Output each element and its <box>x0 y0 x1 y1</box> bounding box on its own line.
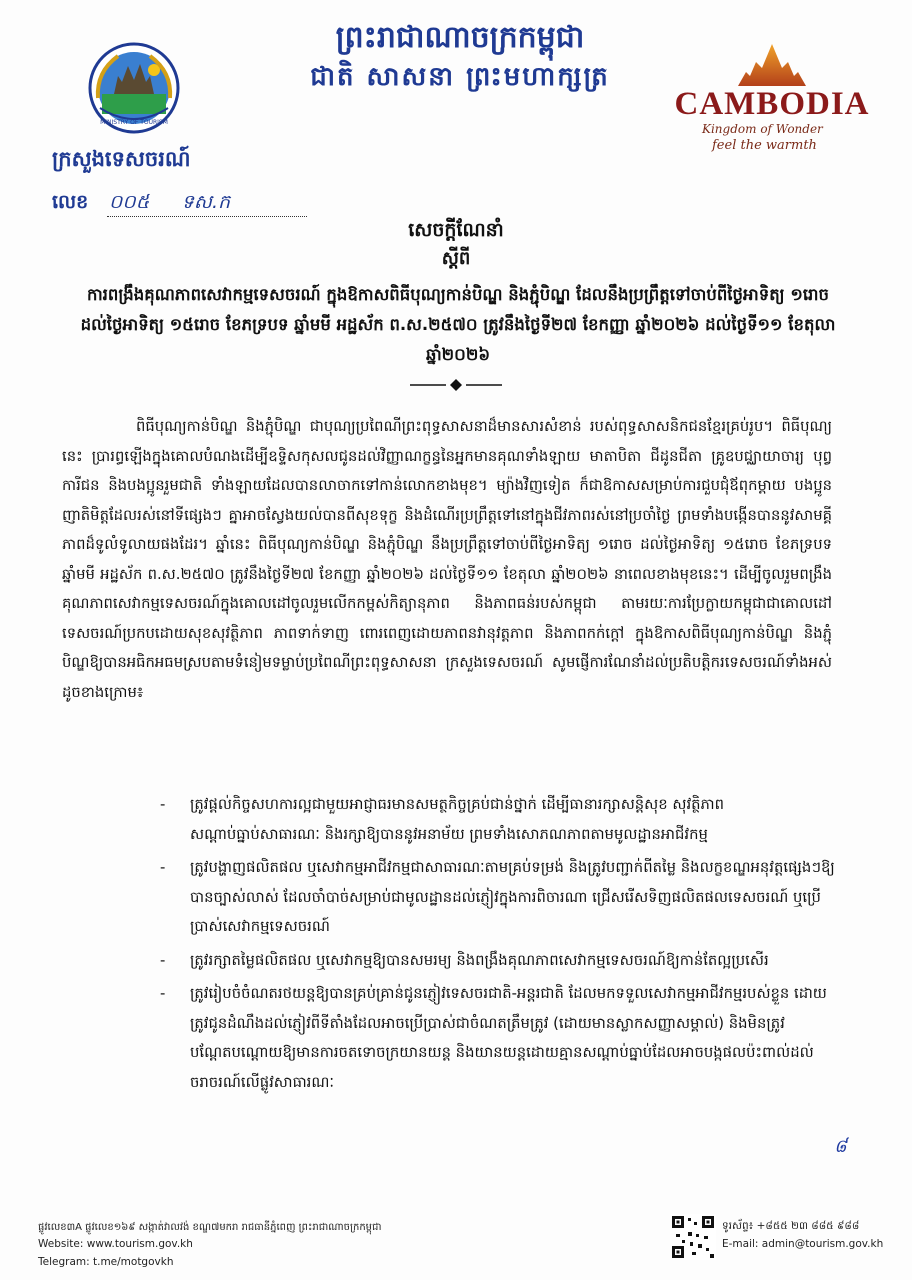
directive-text: ត្រូវបង្ហាញផលិតផល ឬសេវាកម្មអាជីវកម្មជាសាធារណៈតាមគ្រប់ទម្រង់ និងត្រូវបញ្ជាក់ពីតម្លៃ និងលក្ខខណ្ឌអនុវត្តផ្សេងៗឱ្យបានច្បាស់លាស់ ដែលចាំបាច់សម្រាប់ជាមូលដ្ឋានដល់ភ្ញៀវក្នុងការពិចារណា ជ្រើសរើសទិញផលិតផលទេសចរណ៍ ឬប្រើប្រាស់សេវាកម្មទេសចរណ៍ <box>190 859 835 935</box>
list-dash: - <box>160 951 166 969</box>
document-number-label: លេខ <box>52 191 89 213</box>
national-motto: ជាតិ សាសនា ព្រះមហាក្សត្រ <box>310 62 610 92</box>
document-number <box>52 190 230 218</box>
list-dash: - <box>160 985 166 1002</box>
directives-list <box>160 790 840 1101</box>
list-item <box>160 979 840 1097</box>
list-dash: - <box>160 796 166 813</box>
brand-name: CAMBODIA <box>674 86 870 122</box>
svg-text:MINISTRY OF TOURISM: MINISTRY OF TOURISM <box>100 119 168 126</box>
notice-about: ស្តីពី <box>441 248 471 269</box>
document-number-value: ០០៥ <box>108 191 150 213</box>
notice-title: សេចក្តីណែនាំ <box>408 219 504 241</box>
intro-paragraph: ពិធីបុណ្យកាន់បិណ្ឌ និងភ្ជុំបិណ្ឌ ជាបុណ្យប្រពៃណីព្រះពុទ្ធសាសនាដ៏មានសារសំខាន់ របស់ពុទ្ធសាសនិកជនខ្មែរគ្រប់រូប។ ពិធីបុណ្យនេះ ប្រារព្ធឡើងក្នុងគោលបំណងដើម្បីឧទ្ទិសកុសលជូនដល់វិញ្ញាណក្ខន្ធនៃអ្នកមានគុណទាំងឡាយ មាតាបិតា ជីដូនជីតា គ្រូឧបជ្ឈាយាចារ្យ បុព្វការីជន និងបងប្អូនរួមជាតិ ទាំងឡាយដែលបានលាចាកទៅកាន់លោកខាងមុខ។ ម្យ៉ាងវិញទៀត ក៏ជាឱកាសសម្រាប់ការជួបជុំឪពុកម្តាយ បងប្អូន ញាតិមិត្តដែលរស់នៅទីផ្សេងៗ គ្នាអាចស្វែងយល់បានពីសុខទុក្ខ និងដំណើរប្រព្រឹត្តទៅនៅក្នុងជីវភាពរស់នៅប្រចាំថ្ងៃ ព្រមទាំងបង្កើនបាននូវសាមគ្គីភាពដ៏ទូលំទូលាយផងដែរ។ ឆ្នាំនេះ ពិធីបុណ្យកាន់បិណ្ឌ និងភ្ជុំបិណ្ឌ នឹងប្រព្រឹត្តទៅចាប់ពីថ្ងៃអាទិត្យ ១រោច ដល់ថ្ងៃអាទិត្យ ១៥រោច ខែភទ្របទ ឆ្នាំមមី អដ្ឋស័ក ព.ស.២៥៧០ ត្រូវនឹងថ្ងៃទី២៧ ខែកញ្ញា ឆ្នាំ២០២៦ ដល់ថ្ងៃទី១១ ខែតុលា ឆ្នាំ២០២៦ នាពេលខាងមុខនេះ។ ដើម្បីចូលរួមពង្រឹងគុណភាពសេវាកម្មទេសចរណ៍ក្នុងគោលដៅចូលរួមលើកកម្ពស់កិត្យានុភាព និងភាពធន់របស់កម្ពុជា តាមរយៈការប្រែក្លាយកម្ពុជាជាគោលដៅទេសចរណ៍ប្រកបដោយសុខសុវត្ថិភាព ភាពទាក់ទាញ ពោរពេញដោយភាពនវានុវត្តភាព និងភាពកក់ក្តៅ ក្នុងឱកាសពិធីបុណ្យកាន់បិណ្ឌ និងភ្ជុំបិណ្ឌឱ្យបានអធិកអធមស្របតាមទំនៀមទម្លាប់ប្រពៃណីព្រះពុទ្ធសាសនា ក្រសួងទេសចរណ៍ សូមផ្ញើការណែនាំដល់ប្រតិបត្តិករទេសចរណ៍ទាំងអស់ ដូចខាងក្រោម៖ <box>62 418 832 701</box>
footer-address: ផ្លូវលេខ៣A ផ្លូវលេខ១៦៩ សង្កាត់វាលវង់ ខណ្ឌ៧មករា រាជធានីភ្នំពេញ ព្រះរាជាណាចក្រកម្ពុជា <box>38 1222 382 1233</box>
brand-tagline: feel the warmth <box>712 138 817 153</box>
footer-website[interactable]: Website: www.tourism.gov.kh <box>38 1238 193 1250</box>
document-number-suffix: ទស.ក <box>181 191 231 213</box>
ministry-of-tourism-logo-icon <box>88 42 180 134</box>
kingdom-heading: ព្រះរាជាណាចក្រកម្ពុជា <box>335 20 585 55</box>
footer-telegram[interactable]: Telegram: t.me/motgovkh <box>38 1256 174 1268</box>
page-mark: ៨ <box>834 1136 847 1157</box>
ministry-name: ក្រសួងទេសចរណ៍ <box>52 147 191 171</box>
brand-subtitle: Kingdom of Wonder <box>702 122 823 136</box>
angkor-temple-icon <box>738 42 806 86</box>
cambodia-brand-logo <box>672 42 872 157</box>
document-number-dotted-line <box>107 216 307 217</box>
directive-text: ត្រូវរៀបចំចំណតរថយន្តឱ្យបានគ្រប់គ្រាន់ជូនភ្ញៀវទេសចរជាតិ-អន្តរជាតិ ដែលមកទទួលសេវាកម្មអាជីវកម្មរបស់ខ្លួន ដោយត្រូវជូនដំណឹងដល់ភ្ញៀវពីទីតាំងដែលអាចប្រើប្រាស់ជាចំណតត្រឹមត្រូវ (ដោយមានស្លាកសញ្ញាសម្គាល់) និងមិនត្រូវបណ្តែតបណ្តោយឱ្យមានការចតទោចក្រយានយន្ត និងយានយន្តដោយគ្មានសណ្តាប់ធ្នាប់ដែលអាចបង្កផលប៉ះពាល់ដល់ចរាចរណ៍លើផ្លូវសាធារណៈ <box>190 985 827 1091</box>
list-dash: - <box>160 859 166 876</box>
footer-email[interactable]: E-mail: admin@tourism.gov.kh <box>722 1238 884 1250</box>
list-item <box>160 946 840 976</box>
list-item <box>160 790 840 849</box>
directive-text: ត្រូវផ្តល់កិច្ចសហការល្អជាមួយអាជ្ញាធរមានសមត្ថកិច្ចគ្រប់ជាន់ថ្នាក់ ដើម្បីធានារក្សាសន្តិសុខ សុវត្ថិភាព សណ្តាប់ធ្នាប់សាធារណៈ និងរក្សាឱ្យបាននូវអនាម័យ ព្រមទាំងសោភណភាពតាមមូលដ្ឋានអាជីវកម្ម <box>190 796 725 843</box>
directive-text: ត្រូវរក្សាតម្លៃផលិតផល ឬសេវាកម្មឱ្យបានសមរម្យ និងពង្រឹងគុណភាពសេវាកម្មទេសចរណ៍ឱ្យកាន់តែល្អប្រសើរ <box>190 951 769 969</box>
qr-code-icon <box>670 1214 716 1260</box>
footer-phone: ទូរស័ព្ទ៖ +៨៥៥ ២៣ ៨៨៥ ៩៨៨ <box>722 1220 860 1232</box>
notice-subject: ការពង្រឹងគុណភាពសេវាកម្មទេសចរណ៍ ក្នុងឱកាសពិធីបុណ្យកាន់បិណ្ឌ និងភ្ជុំបិណ្ឌ ដែលនឹងប្រព្រឹត្តទៅចាប់ពីថ្ងៃអាទិត្យ ១រោច ដល់ថ្ងៃអាទិត្យ ១៥រោច ខែភទ្របទ ឆ្នាំមមី អដ្ឋស័ក ព.ស.២៥៧០ ត្រូវនឹងថ្ងៃទី២៧ ខែកញ្ញា ឆ្នាំ២០២៦ ដល់ថ្ងៃទី១១ ខែតុលា ឆ្នាំ២០២៦ <box>80 285 836 364</box>
list-item <box>160 853 840 942</box>
divider-ornament-icon <box>410 378 502 392</box>
